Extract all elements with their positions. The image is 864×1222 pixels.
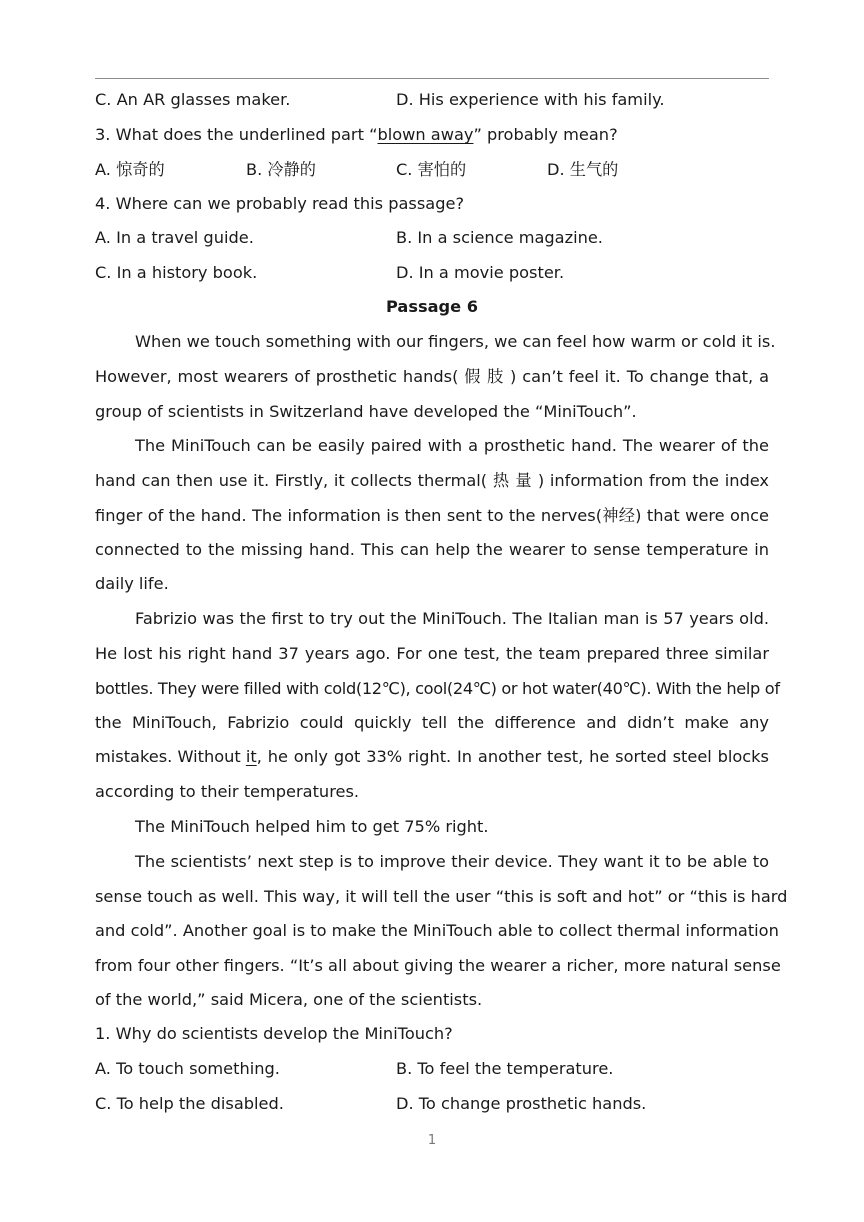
paragraph-5-line: sense touch as well. This way, it will tell the user “this is soft and hot” or “this is hard: [95, 887, 788, 906]
q4-option-c: C. In a history book.: [95, 263, 258, 282]
header-rule: [95, 78, 769, 79]
paragraph-2-line: hand can then use it. Firstly, it collects thermal( 热 量 ) information from the index: [95, 471, 769, 490]
paragraph-3-line: the MiniTouch, Fabrizio could quickly tell the difference and didn’t make any: [95, 713, 769, 732]
q3-option-b: B. 冷静的: [246, 160, 316, 179]
paragraph-4-line: The MiniTouch helped him to get 75% right.: [135, 817, 489, 836]
question-3-before: 3. What does the underlined part “: [95, 125, 378, 144]
q1-option-d: D. To change prosthetic hands.: [396, 1094, 647, 1113]
q1-option-a: A. To touch something.: [95, 1059, 280, 1078]
prev-option-d: D. His experience with his family.: [396, 90, 665, 109]
underlined-word-it: it: [245, 747, 257, 766]
paragraph-3-line: bottles. They were filled with cold(12℃), cool(24℃) or hot water(40℃). With the help of: [95, 679, 780, 698]
paragraph-2-line: The MiniTouch can be easily paired with a prosthetic hand. The wearer of the: [135, 436, 769, 455]
paragraph-5-line: of the world,” said Micera, one of the scientists.: [95, 990, 483, 1009]
q3-option-a: A. 惊奇的: [95, 160, 165, 179]
paragraph-1-line: When we touch something with our fingers, we can feel how warm or cold it is.: [135, 332, 776, 351]
q1-option-b: B. To feel the temperature.: [396, 1059, 614, 1078]
question-3: [95, 125, 769, 145]
q3-option-d: D. 生气的: [547, 160, 619, 179]
paragraph-3-line: according to their temperatures.: [95, 782, 360, 801]
paragraph-1-line: group of scientists in Switzerland have developed the “MiniTouch”.: [95, 402, 637, 421]
question-3-after: ” probably mean?: [473, 125, 618, 144]
paragraph-1-line: However, most wearers of prosthetic hands( 假 肢 ) can’t feel it. To change that, a: [95, 367, 769, 386]
passage-title: Passage 6: [385, 297, 478, 316]
paragraph-5-line: The scientists’ next step is to improve their device. They want it to be able to: [135, 852, 769, 871]
paragraph-3-text: mistakes. Without: [95, 747, 246, 766]
q1-option-c: C. To help the disabled.: [95, 1094, 284, 1113]
page-number: 1: [427, 1133, 437, 1148]
prev-option-c: C. An AR glasses maker.: [95, 90, 291, 109]
paragraph-5-line: from four other fingers. “It’s all about giving the wearer a richer, more natural sense: [95, 956, 781, 975]
q4-option-d: D. In a movie poster.: [396, 263, 565, 282]
question-4: 4. Where can we probably read this passage?: [95, 194, 465, 213]
paragraph-3-line: [95, 747, 769, 767]
q4-option-a: A. In a travel guide.: [95, 228, 254, 247]
underlined-phrase: blown away: [377, 125, 474, 144]
paragraph-2-line: finger of the hand. The information is then sent to the nerves(神经) that were once: [95, 506, 769, 525]
paragraph-3-line: Fabrizio was the first to try out the MiniTouch. The Italian man is 57 years old.: [135, 609, 769, 628]
paragraph-5-line: and cold”. Another goal is to make the MiniTouch able to collect thermal information: [95, 921, 779, 940]
paragraph-3-text: , he only got 33% right. In another test, he sorted steel blocks: [256, 747, 769, 766]
q4-option-b: B. In a science magazine.: [396, 228, 603, 247]
question-1: 1. Why do scientists develop the MiniTouch?: [95, 1024, 453, 1043]
paragraph-2-line: daily life.: [95, 574, 169, 593]
q3-option-c: C. 害怕的: [396, 160, 467, 179]
paragraph-3-line: He lost his right hand 37 years ago. For one test, the team prepared three similar: [95, 644, 769, 663]
paragraph-2-line: connected to the missing hand. This can help the wearer to sense temperature in: [95, 540, 769, 559]
